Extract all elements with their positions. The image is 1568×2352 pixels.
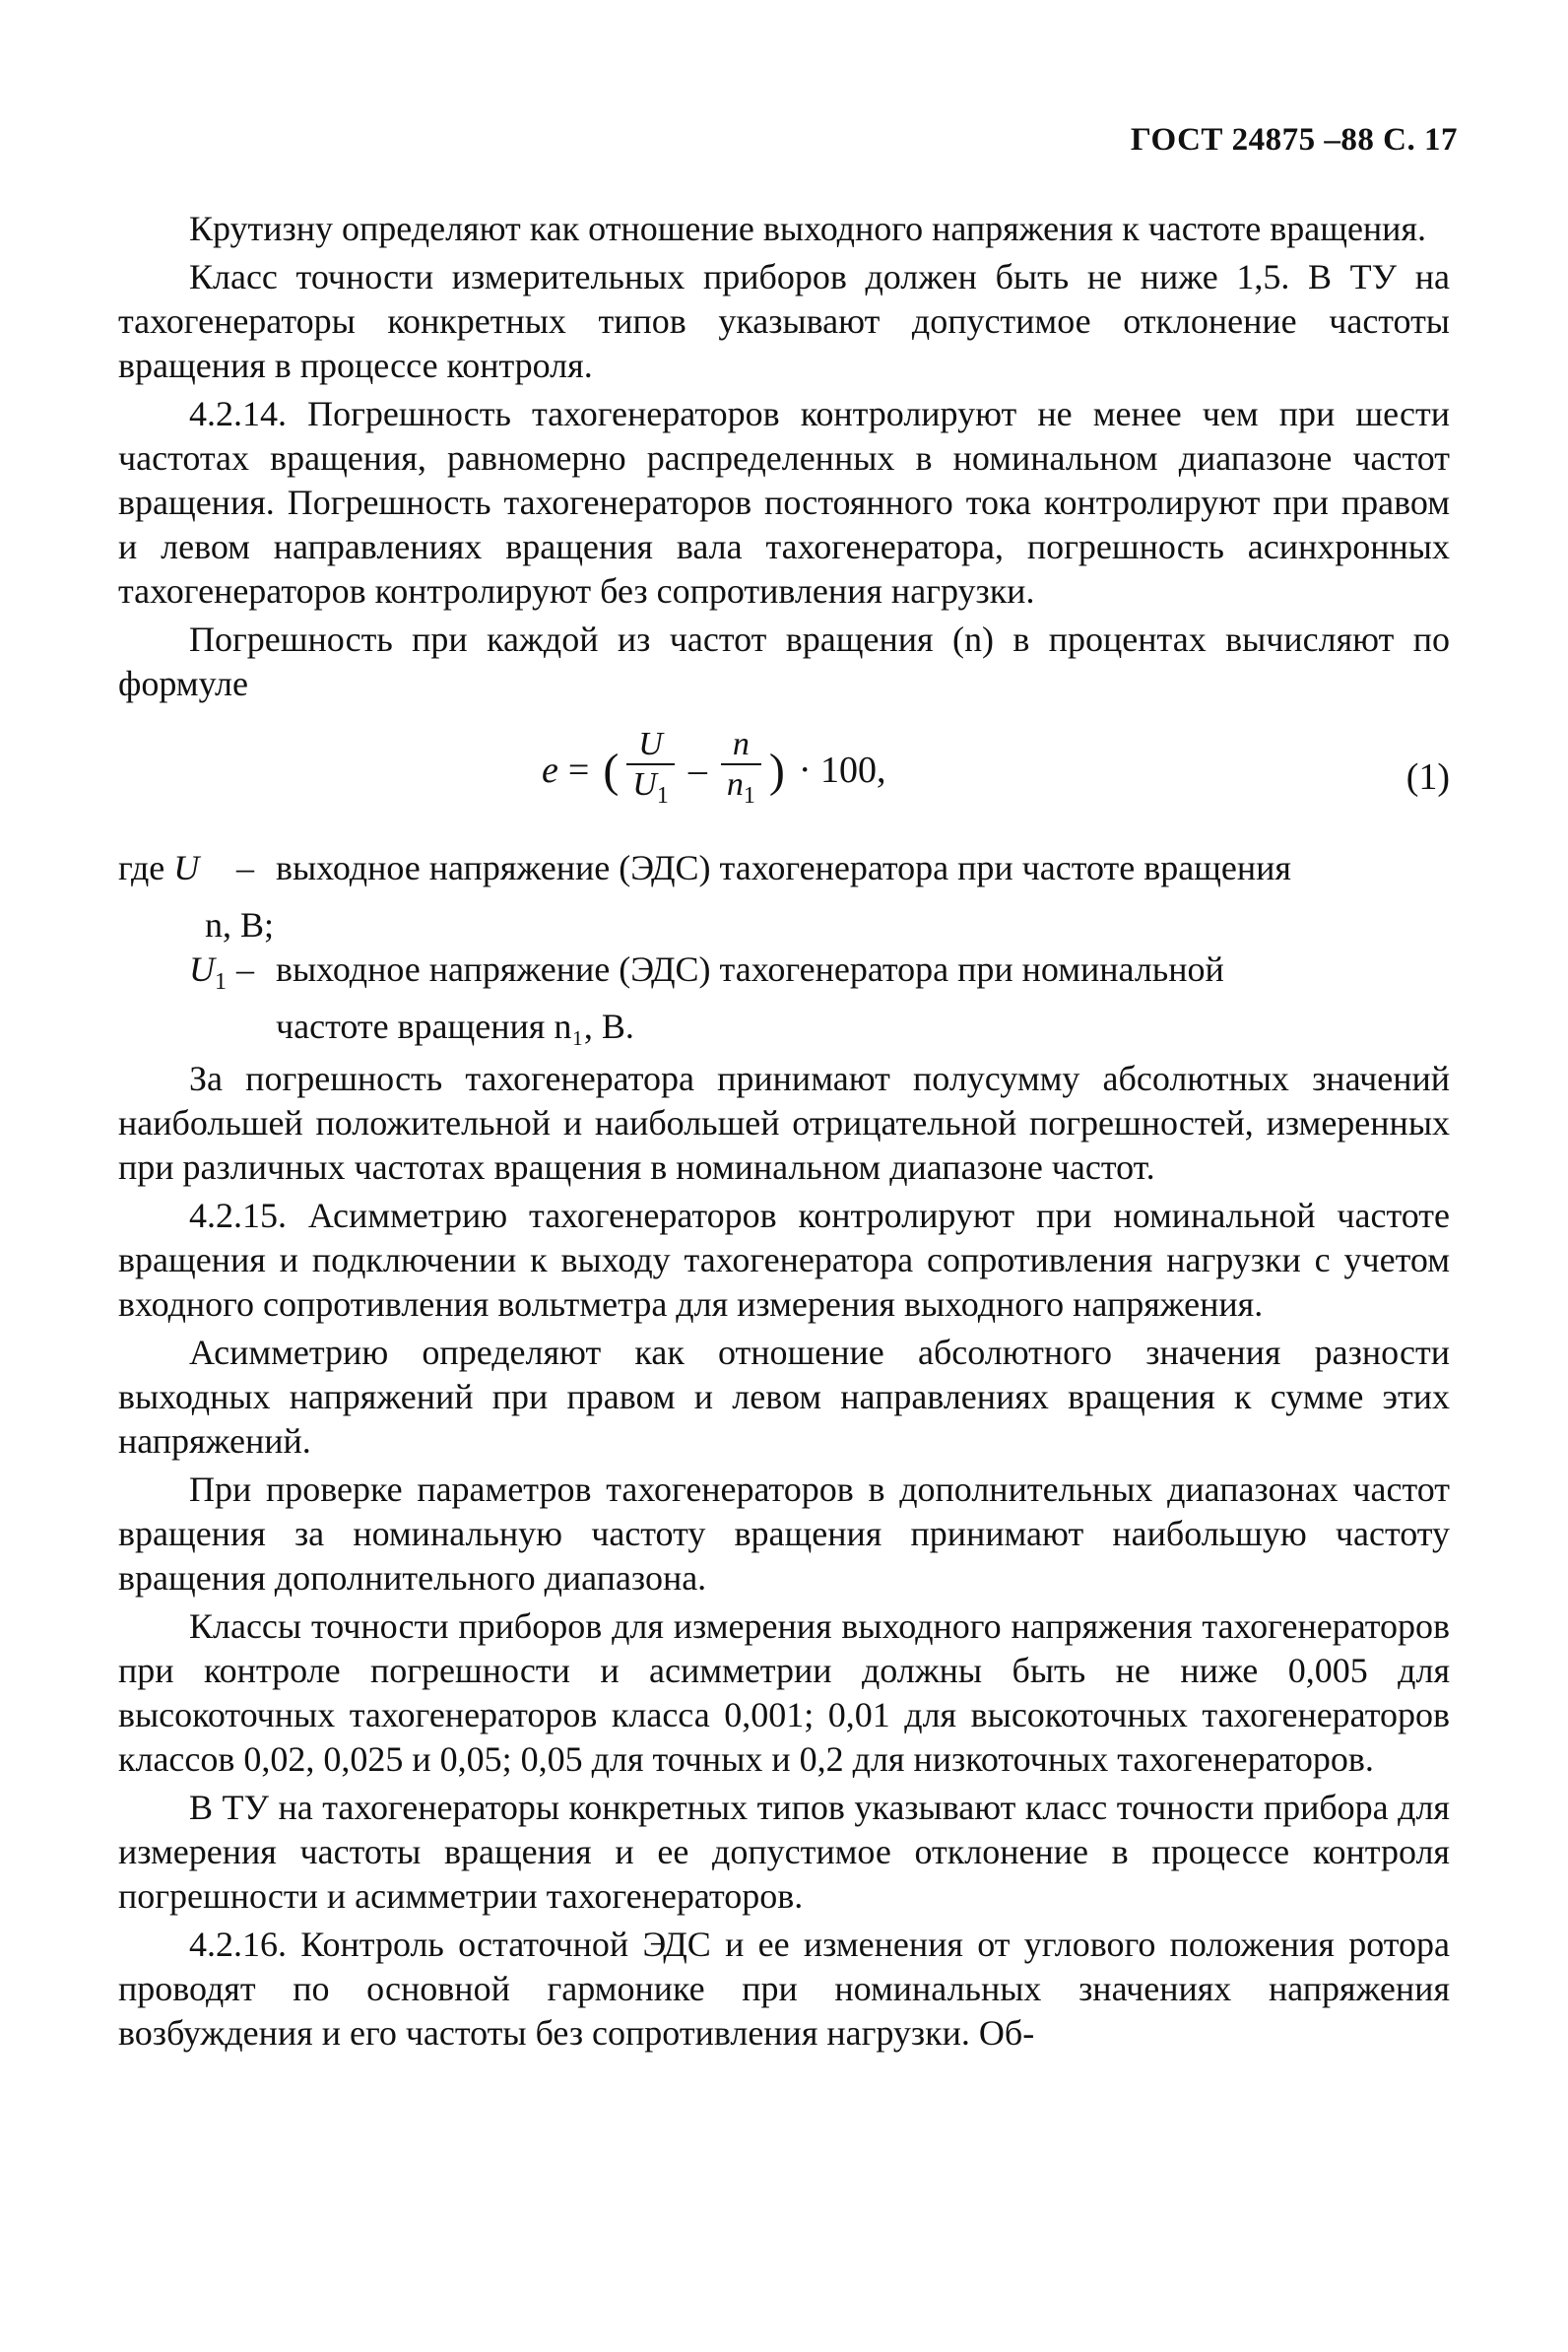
formula-tail: · 100, bbox=[798, 750, 886, 791]
definition-dash: – bbox=[236, 848, 254, 887]
paragraph: При проверке параметров тахогенераторов в дополнительных диапазонах частот вращения за номинальную частоту вращения принимают наибольшую частоту вращения дополнительного диапазона. bbox=[118, 1470, 1450, 1598]
paragraph: Классы точности приборов для измерения выходного напряжения тахогенераторов при контроле погрешности и асимметрии должны быть не ниже 0,005 для высокоточных тахогенераторов класса 0,001; 0,01 для высокоточных тахогенераторов классов 0,02, 0,025 и 0,05; 0,05 для точных и 0,2 для низкоточных тахогенераторов. bbox=[118, 1606, 1450, 1779]
paragraph: Класс точности измерительных приборов должен быть не ниже 1,5. В ТУ на тахогенераторы конкретных типов указывают допустимое отклонение частоты вращения в процессе контроля. bbox=[118, 257, 1450, 385]
page-header: ГОСТ 24875 –88 С. 17 bbox=[1130, 122, 1458, 158]
definition-row bbox=[118, 846, 1450, 903]
formula-close-paren: ) bbox=[768, 745, 785, 797]
definition-symbol bbox=[118, 947, 236, 1005]
definition-text: выходное напряжение (ЭДС) тахогенератора при номинальной bbox=[276, 949, 1224, 989]
fraction-numerator: n bbox=[732, 726, 750, 762]
definition-continuation-row bbox=[118, 903, 1450, 947]
definition-text: выходное напряжение (ЭДС) тахогенератора при частоте вращения bbox=[276, 848, 1291, 887]
body-text bbox=[118, 207, 1450, 2059]
paragraph: 4.2.14. Погрешность тахогенераторов контролируют не менее чем при шести частотах вращения, равномерно распределенных в номинальном диапазоне частот вращения. Погрешность тахогенераторов постоянного тока контролируют при правом и левом направлениях вращения вала тахогенератора, погрешность асинхронных тахогенераторов контролируют без сопротивления нагрузки. bbox=[118, 394, 1450, 611]
formula-open-paren: ( bbox=[603, 745, 620, 797]
den-subscript: 1 bbox=[656, 783, 669, 809]
symbol-letter: U bbox=[189, 949, 215, 989]
paragraph: В ТУ на тахогенераторы конкретных типов указывают класс точности прибора для измерения частоты вращения и ее допустимое отклонение в процессе контроля погрешности и асимметрии тахогенераторов. bbox=[118, 1788, 1450, 1916]
fraction-numerator: U bbox=[638, 726, 663, 762]
formula-equals: = bbox=[567, 750, 590, 791]
definition-continuation-row bbox=[118, 1005, 1450, 1049]
fraction-denominator bbox=[626, 765, 675, 816]
den-subscript: 1 bbox=[743, 783, 755, 809]
definition-row bbox=[118, 947, 1450, 1005]
fraction-u-over-u1 bbox=[626, 726, 675, 816]
fraction-denominator bbox=[721, 765, 761, 816]
paragraph: За погрешность тахогенератора принимают полусумму абсолютных значений наибольшей положительной и наибольшей отрицательной погрешностей, измеренных при различных частотах вращения в номинальном диапазоне частот. bbox=[118, 1059, 1450, 1187]
paragraph: Погрешность при каждой из частот вращения (n) в процентах вычисляют по формуле bbox=[118, 620, 1450, 703]
definition-continuation: частоте вращения n₁, В. bbox=[276, 1007, 634, 1046]
definition-prefix: где bbox=[118, 848, 165, 887]
den-symbol: n bbox=[726, 766, 744, 803]
paragraph: 4.2.16. Контроль остаточной ЭДС и ее изменения от углового положения ротора проводят по основной гармонике при номинальных значениях напряжения возбуждения и его частоты без сопротивления нагрузки. Об- bbox=[118, 1925, 1450, 2053]
definition-dash: – bbox=[236, 949, 254, 989]
formula-lhs: e bbox=[542, 750, 558, 791]
symbol-letter: U bbox=[173, 848, 200, 887]
paragraph: Крутизну определяют как отношение выходного напряжения к частоте вращения. bbox=[189, 209, 1427, 248]
formula-minus: – bbox=[687, 750, 707, 791]
definitions bbox=[118, 846, 1450, 1049]
formula-block bbox=[118, 714, 1450, 832]
definition-symbol bbox=[118, 846, 236, 903]
formula-expression bbox=[542, 726, 896, 816]
fraction-n-over-n1 bbox=[721, 726, 761, 816]
symbol-subscript: 1 bbox=[215, 969, 227, 995]
definition-continuation: n, В; bbox=[205, 905, 275, 945]
den-symbol: U bbox=[632, 766, 657, 803]
equation-number: (1) bbox=[1405, 756, 1450, 798]
paragraph: Асимметрию определяют как отношение абсолютного значения разности выходных напряжений при правом и левом направлениях вращения к сумме этих напряжений. bbox=[118, 1333, 1450, 1461]
paragraph: 4.2.15. Асимметрию тахогенераторов контролируют при номинальной частоте вращения и подключении к выходу тахогенератора сопротивления нагрузки с учетом входного сопротивления вольтметра для измерения выходного напряжения. bbox=[118, 1196, 1450, 1324]
